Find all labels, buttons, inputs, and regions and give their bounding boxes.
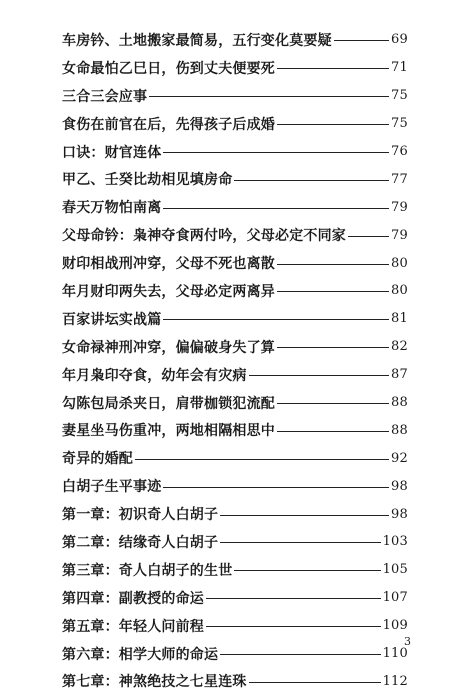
toc-entry-page: 105: [382, 562, 408, 578]
toc-entry-title: 春天万物怕南离: [62, 200, 162, 217]
toc-entry-title: 年月财印两失去，父母必定两离异: [62, 283, 275, 300]
toc-leader-line: [277, 403, 389, 404]
toc-entry-page: 103: [382, 534, 408, 550]
toc-leader-line: [163, 319, 389, 320]
toc-leader-line: [277, 431, 389, 432]
toc-entry[interactable]: [62, 416, 408, 444]
toc-leader-line: [149, 96, 389, 97]
toc-entry-title: 女命禄神刑冲穿，偏偏破身失了算: [62, 339, 275, 356]
toc-entry-page: 75: [391, 116, 408, 132]
toc-entry[interactable]: [62, 333, 408, 361]
toc-entry-page: 80: [391, 283, 408, 299]
toc-leader-line: [277, 291, 389, 292]
toc-entry-page: 80: [391, 255, 408, 271]
toc-entry-page: 69: [391, 32, 408, 48]
toc-entry[interactable]: [62, 584, 408, 612]
toc-entry-title: 第七章：神煞绝技之七星连珠: [62, 674, 247, 691]
toc-leader-line: [163, 208, 389, 209]
toc-entry-page: 77: [391, 171, 408, 187]
toc-entry-title: 三合三会应事: [62, 88, 148, 105]
toc-entry[interactable]: [62, 500, 408, 528]
toc-entry[interactable]: [62, 54, 408, 82]
toc-entry-title: 妻星坐马伤重冲，两地相隔相思中: [62, 423, 275, 440]
toc-entry[interactable]: [62, 305, 408, 333]
toc-leader-line: [249, 682, 381, 683]
toc-entry[interactable]: [62, 82, 408, 110]
toc-entry-page: 92: [391, 450, 408, 466]
table-of-contents: [62, 26, 408, 695]
toc-entry-page: 112: [382, 673, 408, 689]
toc-leader-line: [206, 626, 381, 627]
toc-entry-title: 女命最怕乙巳日，伤到丈夫便要死: [62, 60, 275, 77]
toc-entry-page: 110: [382, 646, 408, 662]
toc-leader-line: [163, 487, 389, 488]
toc-entry-title: 父母命钤：枭神夺食两付吟，父母必定不同家: [62, 228, 346, 245]
toc-entry[interactable]: [62, 640, 408, 668]
toc-leader-line: [334, 40, 389, 41]
toc-entry-title: 年月枭印夺食，幼年会有灾病: [62, 367, 247, 384]
toc-entry-page: 109: [382, 618, 408, 634]
toc-entry[interactable]: [62, 528, 408, 556]
toc-entry-title: 甲乙、壬癸比劫相见填房命: [62, 172, 233, 189]
toc-entry-page: 81: [391, 311, 408, 327]
toc-leader-line: [220, 654, 380, 655]
toc-entry-title: 第五章：年轻人问前程: [62, 618, 204, 635]
toc-entry-page: 76: [391, 144, 408, 159]
toc-entry[interactable]: [62, 193, 408, 221]
toc-entry[interactable]: [62, 556, 408, 584]
toc-leader-line: [277, 264, 389, 265]
toc-entry[interactable]: [62, 667, 408, 695]
toc-entry-title: 白胡子生平事迹: [62, 479, 162, 496]
toc-entry-title: 勾陈包局杀夹日，肩带枷锁犯流配: [62, 395, 275, 412]
toc-entry-page: 88: [391, 395, 408, 411]
toc-entry-title: 第四章：副教授的命运: [62, 590, 204, 607]
toc-entry-title: 口诀：财官连体: [62, 144, 162, 161]
toc-entry-title: 第一章：初识奇人白胡子: [62, 507, 219, 524]
toc-entry[interactable]: [62, 138, 408, 166]
toc-entry-title: 第六章：相学大师的命运: [62, 646, 219, 663]
toc-entry[interactable]: [62, 249, 408, 277]
toc-entry[interactable]: [62, 165, 408, 193]
toc-leader-line: [249, 375, 389, 376]
toc-entry-title: 百家讲坛实战篇: [62, 311, 162, 328]
toc-leader-line: [277, 68, 389, 69]
toc-entry-title: 奇异的婚配: [62, 451, 133, 468]
toc-entry[interactable]: [62, 221, 408, 249]
toc-entry-page: 107: [382, 590, 408, 606]
toc-leader-line: [163, 152, 389, 153]
toc-leader-line: [234, 570, 380, 571]
toc-entry-title: 第三章：奇人白胡子的生世: [62, 562, 233, 579]
toc-leader-line: [277, 347, 389, 348]
toc-entry-page: 75: [391, 88, 408, 104]
toc-entry[interactable]: [62, 612, 408, 640]
toc-entry[interactable]: [62, 472, 408, 500]
toc-entry[interactable]: [62, 110, 408, 138]
toc-entry[interactable]: [62, 26, 408, 54]
toc-entry-page: 79: [391, 199, 408, 215]
toc-entry-page: 82: [391, 339, 408, 355]
toc-entry-title: 车房钤、土地搬家最简易，五行变化莫要疑: [62, 32, 332, 49]
toc-entry-title: 财印相战刑冲穿，父母不死也离散: [62, 256, 275, 273]
toc-entry[interactable]: [62, 361, 408, 389]
toc-leader-line: [220, 515, 389, 516]
toc-entry-title: 第二章：结缘奇人白胡子: [62, 534, 219, 551]
toc-entry-page: 79: [391, 227, 408, 243]
toc-entry[interactable]: [62, 277, 408, 305]
toc-entry-page: 88: [391, 422, 408, 438]
toc-entry[interactable]: [62, 444, 408, 472]
toc-leader-line: [206, 598, 381, 599]
toc-entry-page: 98: [391, 478, 408, 494]
toc-entry-page: 87: [391, 367, 408, 383]
toc-entry[interactable]: [62, 389, 408, 417]
toc-entry-page: 98: [391, 506, 408, 522]
toc-leader-line: [135, 459, 389, 460]
page-number: 3: [404, 635, 411, 648]
toc-entry-page: 71: [391, 60, 408, 76]
toc-leader-line: [277, 124, 389, 125]
toc-entry-title: 食伤在前官在后，先得孩子后成婚: [62, 116, 275, 133]
toc-leader-line: [348, 236, 389, 237]
toc-leader-line: [234, 180, 389, 181]
toc-leader-line: [220, 542, 380, 543]
